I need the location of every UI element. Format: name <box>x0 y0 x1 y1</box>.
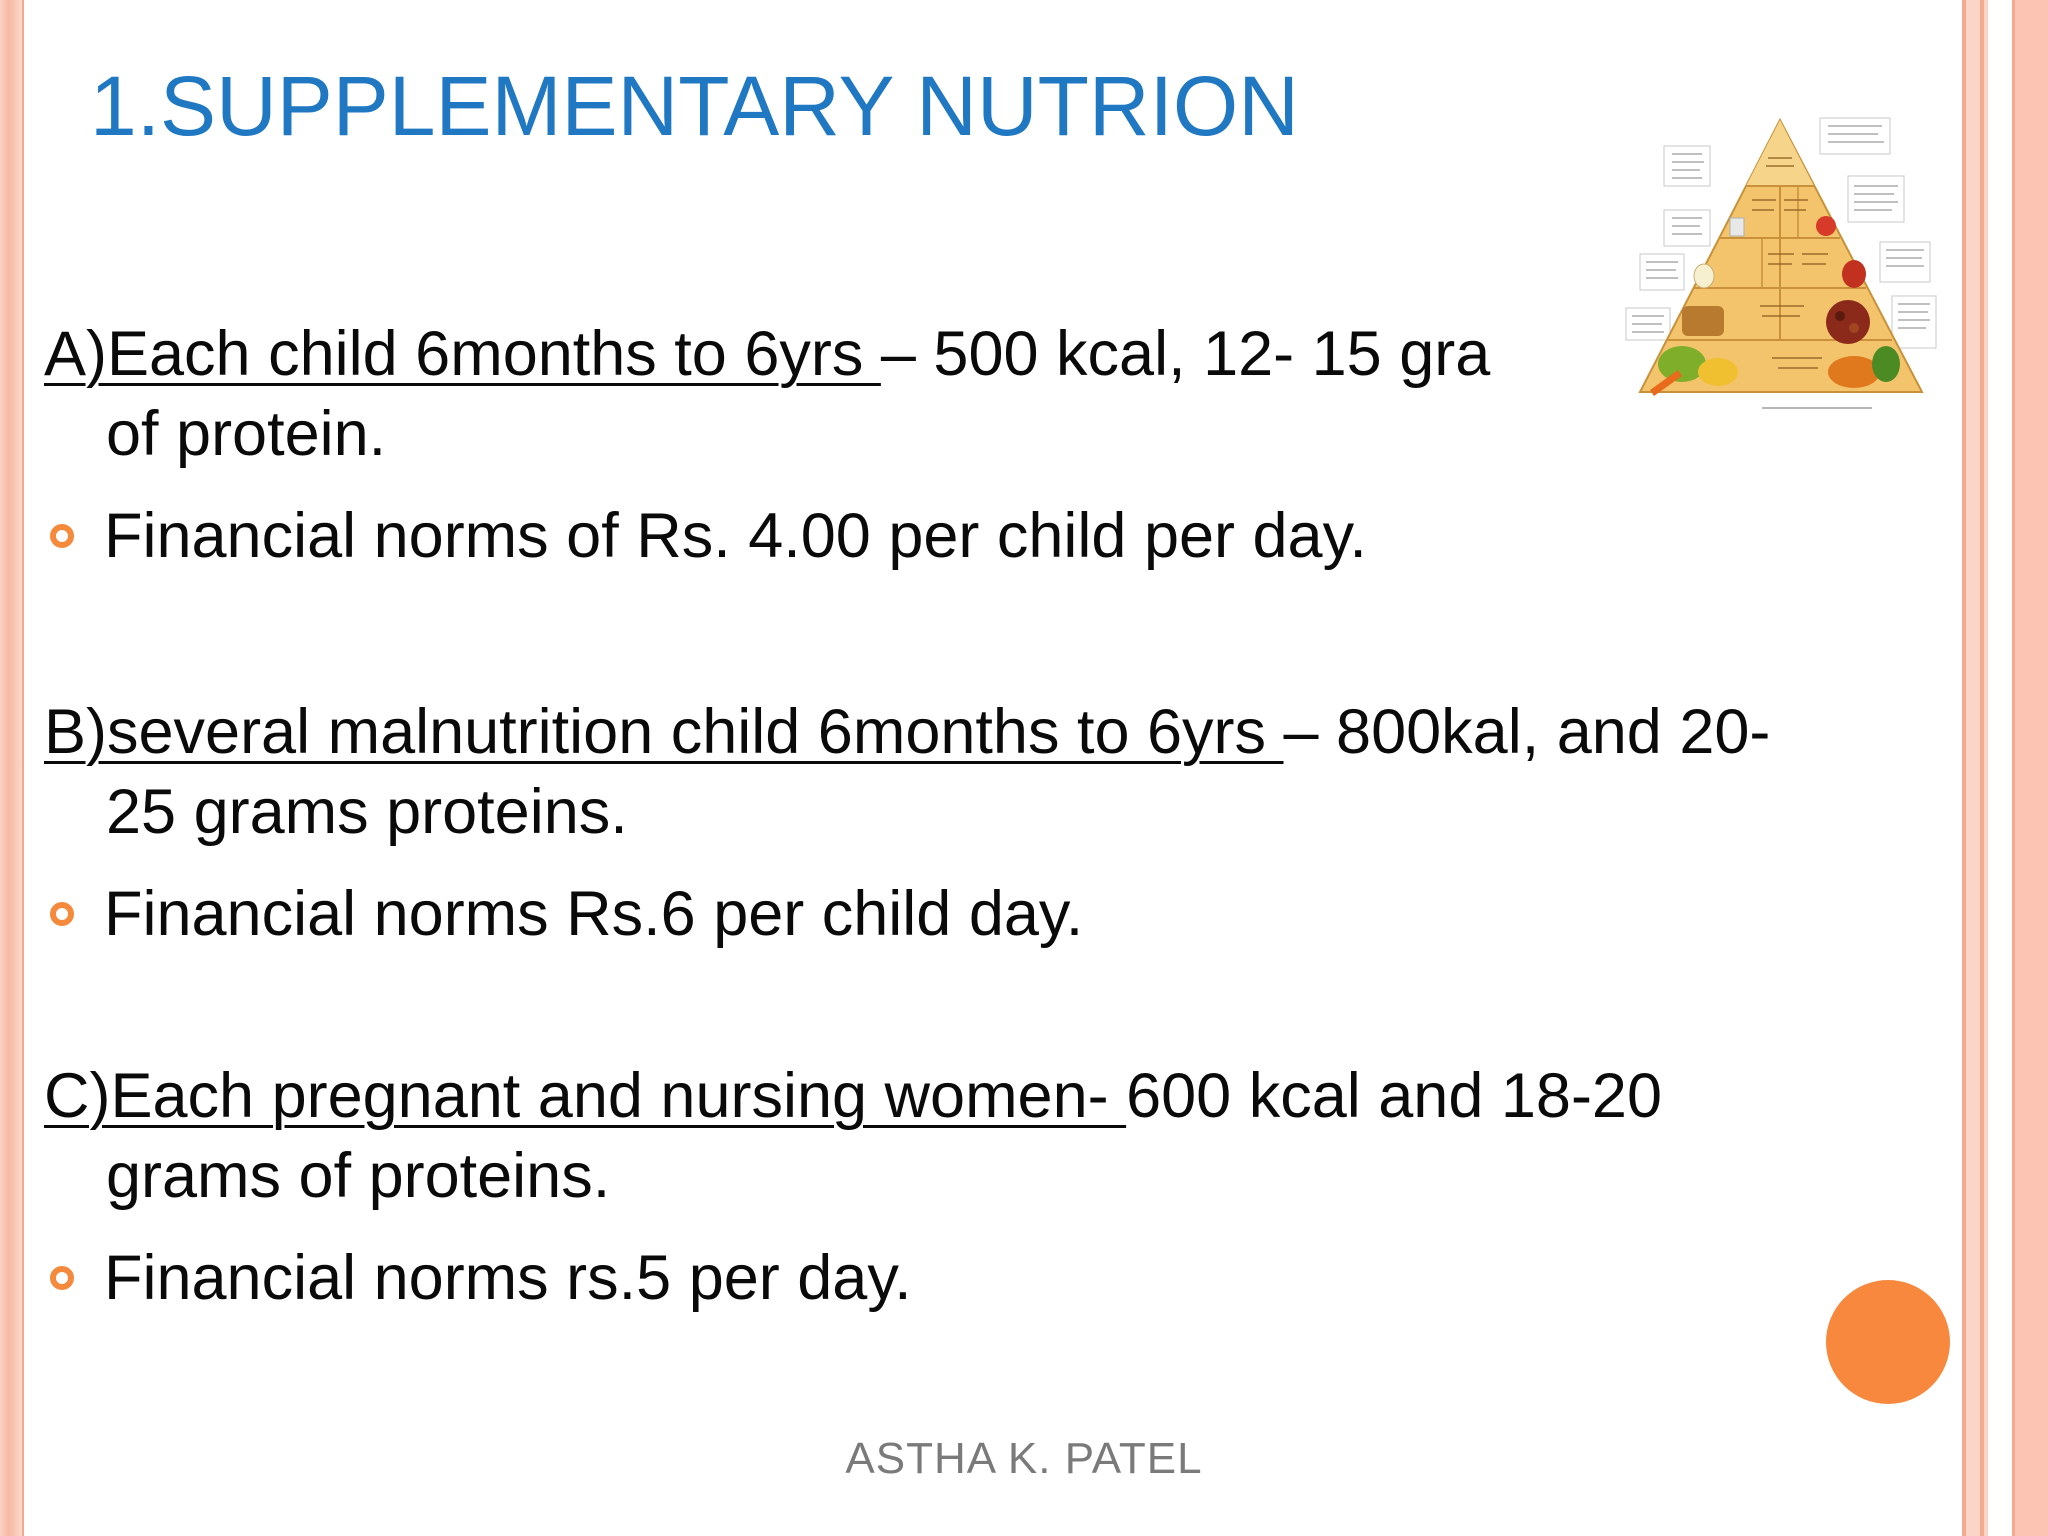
left-border-line <box>22 0 24 1536</box>
right-decorative-border <box>1962 0 2048 1536</box>
slide-footer-author: ASTHA K. PATEL <box>845 1434 1203 1483</box>
section-c-lead <box>44 1056 1944 1136</box>
bullet-text: Financial norms Rs.6 per child day. <box>104 879 1084 949</box>
bullet-item-a <box>44 496 1367 576</box>
section-c-underlined: C)Each pregnant and nursing women- <box>44 1061 1127 1131</box>
section-b-rest: – 800kal, and 20- <box>1283 697 1771 767</box>
section-c-rest: 600 kcal and 18-20 <box>1126 1061 1663 1131</box>
bullet-circle-icon <box>50 1266 74 1290</box>
section-a <box>44 314 1944 474</box>
section-b-lead <box>44 692 1944 772</box>
slide-title: 1.SUPPLEMENTARY NUTRION <box>90 59 1299 153</box>
bullet-circle-icon <box>50 902 74 926</box>
left-decorative-border <box>0 0 22 1536</box>
decorative-orange-circle <box>1826 1280 1950 1404</box>
section-a-lead <box>44 314 1944 394</box>
section-b <box>44 692 1944 852</box>
bullet-circle-icon <box>50 524 74 548</box>
section-a-underlined: A)Each child 6months to 6yrs <box>44 319 881 389</box>
bullet-text: Financial norms of Rs. 4.00 per child per day. <box>104 501 1367 571</box>
bullet-item-c <box>44 1238 912 1318</box>
bullet-item-b <box>44 874 1083 954</box>
section-c-continuation: grams of proteins. <box>106 1141 611 1211</box>
bullet-text: Financial norms rs.5 per day. <box>104 1243 912 1313</box>
section-a-continuation: of protein. <box>106 399 387 469</box>
section-c <box>44 1056 1944 1216</box>
section-a-rest: – 500 kcal, 12- 15 gra <box>880 319 1491 389</box>
section-b-continuation: 25 grams proteins. <box>106 777 628 847</box>
section-b-underlined: B)several malnutrition child 6months to 6yrs <box>44 697 1284 767</box>
